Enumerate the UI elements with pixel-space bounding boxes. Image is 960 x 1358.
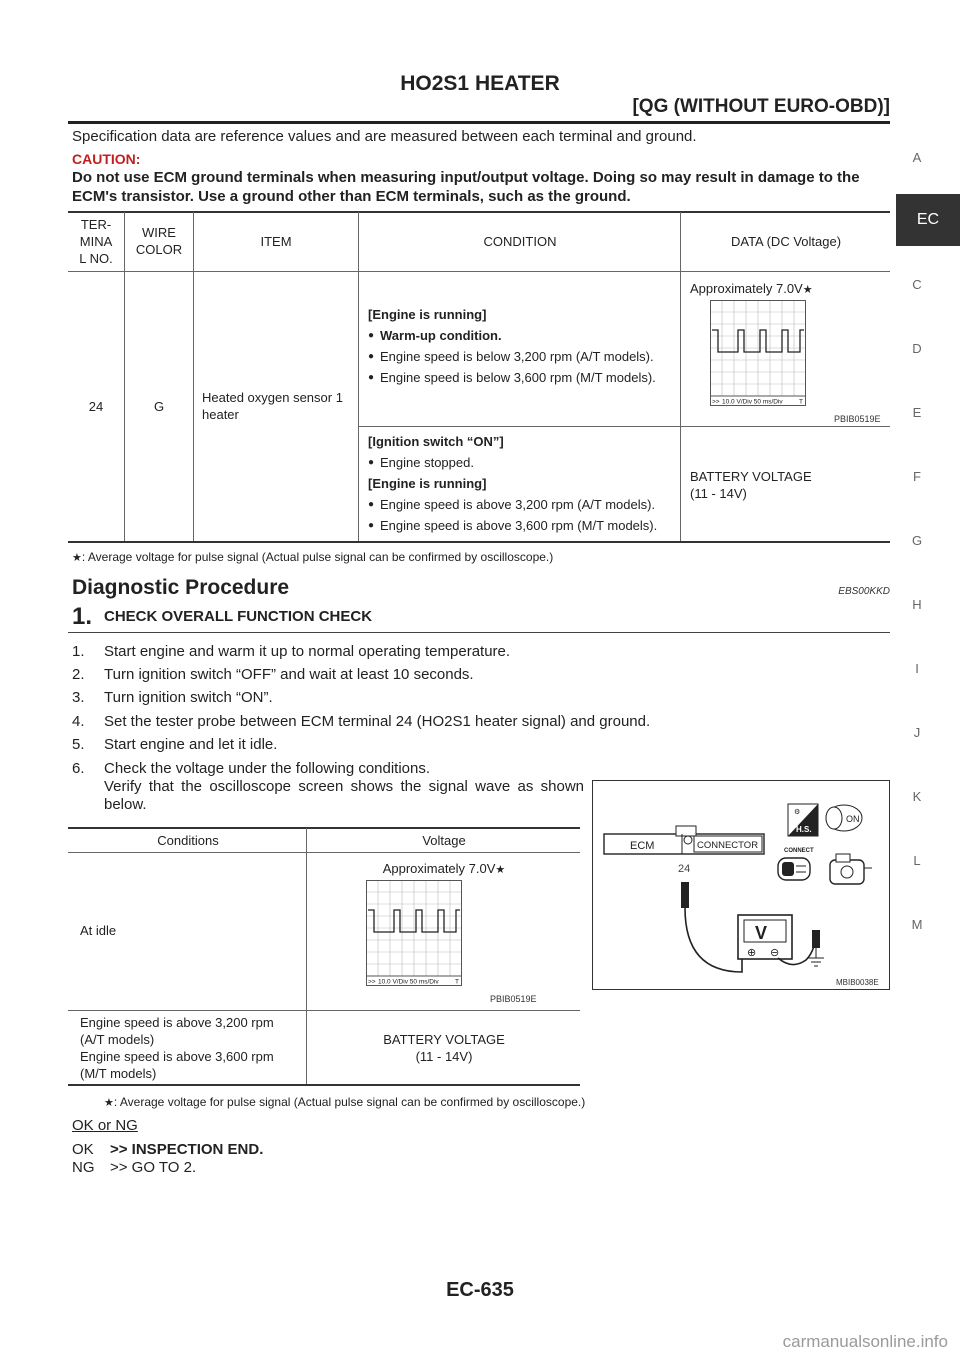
oscilloscope-waveform-2 xyxy=(366,880,462,986)
terminal-number: 24 xyxy=(678,863,691,875)
cell-item: Heated oxygen sensor 1 heater xyxy=(202,390,343,422)
side-index-ec-active[interactable]: EC xyxy=(896,194,960,246)
figure-caption-3: MBIB0038E xyxy=(836,978,879,987)
cell-at-idle: At idle xyxy=(80,923,117,938)
table1-footnote: ★: Average voltage for pulse signal (Actual pulse signal can be confirmed by oscilloscope.) xyxy=(72,550,554,564)
intro-text: Specification data are reference values and are measured between each terminal and ground. xyxy=(72,128,697,145)
side-index-m[interactable]: M xyxy=(911,917,923,932)
section-title: Diagnostic Procedure xyxy=(72,576,290,599)
svg-text:H.S.: H.S. xyxy=(796,825,812,834)
figure-caption-2: PBIB0519E xyxy=(490,994,537,1004)
minus-icon: ⊖ xyxy=(770,947,780,959)
procedure-step-5: 5. Start engine and let it idle. xyxy=(72,736,278,753)
side-index-g[interactable]: G xyxy=(911,533,923,548)
cell-voltage-idle: Approximately 7.0V★ xyxy=(382,861,506,876)
page-title: HO2S1 HEATER xyxy=(400,72,560,95)
result-ng: NG >> GO TO 2. xyxy=(72,1159,197,1176)
side-index-k[interactable]: K xyxy=(912,789,922,804)
side-index-h[interactable]: H xyxy=(912,597,922,612)
svg-text:ECM: ECM xyxy=(630,840,655,852)
svg-text:10.0 V/Div 50 ms/Div: 10.0 V/Div 50 ms/Div xyxy=(378,978,439,986)
cell-condition-2: [Ignition switch “ON”] ● Engine stopped. [Engine is running] ● Engine speed is above 3,200 rpm (A/T models). ● Engine speed is above 3,600 rpm (M/T models). xyxy=(368,433,678,538)
svg-text:ON: ON xyxy=(846,814,860,824)
table2-footnote: ★: Average voltage for pulse signal (Actual pulse signal can be confirmed by oscilloscope.) xyxy=(104,1095,586,1109)
cell-battery-voltage: BATTERY VOLTAGE (11 - 14V) xyxy=(383,1032,505,1064)
header-conditions: Conditions xyxy=(157,833,219,848)
scope-scale-label: 10.0 V/Div 50 ms/Div xyxy=(722,398,783,406)
svg-text:T: T xyxy=(799,398,803,406)
side-index-c[interactable]: C xyxy=(912,277,922,292)
header-condition: CONDITION xyxy=(483,234,557,249)
svg-text:>>: >> xyxy=(712,398,720,406)
page-number: EC-635 xyxy=(446,1279,514,1301)
side-index-e[interactable]: E xyxy=(912,405,922,420)
table-bottom-rule xyxy=(68,541,890,543)
result-heading: OK or NG xyxy=(72,1117,138,1134)
procedure-step-6-detail: Verify that the oscilloscope screen shows the signal wave as shown below. xyxy=(104,778,584,813)
procedure-step-4: 4. Set the tester probe between ECM terminal 24 (HO2S1 heater signal) and ground. xyxy=(72,713,651,730)
cell-engine-speed-conditions: Engine speed is above 3,200 rpm (A/T models) Engine speed is above 3,600 rpm (M/T models) xyxy=(80,1015,274,1081)
table-row-divider xyxy=(358,426,890,427)
ignition-key-icon xyxy=(826,805,862,831)
side-index-d[interactable]: D xyxy=(912,341,922,356)
step-title: CHECK OVERALL FUNCTION CHECK xyxy=(104,608,373,625)
cell-condition-1: [Engine is running] ● Warm-up condition. ● Engine speed is below 3,200 rpm (A/T models). ● Engine speed is below 3,600 rpm (M/T models). xyxy=(368,306,678,390)
page-subtitle: [QG (WITHOUT EURO-OBD)] xyxy=(632,96,890,117)
plus-icon: ⊕ xyxy=(747,947,757,959)
svg-text:V: V xyxy=(755,923,768,943)
svg-text:>>: >> xyxy=(368,978,376,986)
step-number: 1. xyxy=(72,603,93,630)
procedure-step-2: 2. Turn ignition switch “OFF” and wait at least 10 seconds. xyxy=(72,666,474,683)
caution-label: CAUTION: xyxy=(72,151,141,167)
svg-text:CONNECTOR: CONNECTOR xyxy=(697,840,759,851)
side-index-j[interactable]: J xyxy=(913,725,921,740)
svg-text:T: T xyxy=(455,978,459,986)
procedure-step-3: 3. Turn ignition switch “ON”. xyxy=(72,689,273,706)
result-ok: OK >> INSPECTION END. xyxy=(72,1141,264,1158)
header-data: DATA (DC Voltage) xyxy=(730,234,842,249)
header-rule xyxy=(68,121,890,124)
caution-text: Do not use ECM ground terminals when measuring input/output voltage. Doing so may result in damage to the ECM's transistor. Use a ground other than ECM terminals, such as the ground. xyxy=(72,169,860,205)
cell-wire-color: G xyxy=(153,399,165,414)
side-index-a[interactable]: A xyxy=(912,150,922,165)
table-top-rule xyxy=(68,211,890,213)
side-index-f[interactable]: F xyxy=(913,469,921,484)
side-index-i[interactable]: I xyxy=(915,661,919,676)
watermark-text: carmanualsonline.info xyxy=(782,1332,948,1351)
header-voltage: Voltage xyxy=(422,833,466,848)
procedure-step-6: 6. Check the voltage under the following conditions. xyxy=(72,760,431,777)
hs-connector-icon xyxy=(788,804,818,836)
probe-connection-diagram xyxy=(592,780,890,990)
table-header-rule xyxy=(68,271,890,272)
star-icon: ★ xyxy=(72,552,82,564)
oscilloscope-waveform-1 xyxy=(710,300,806,406)
cell-terminal: 24 xyxy=(88,399,104,414)
star-icon: ★ xyxy=(802,284,813,296)
header-item: ITEM xyxy=(260,234,292,249)
star-icon: ★ xyxy=(495,864,506,876)
figure-caption-1: PBIB0519E xyxy=(834,414,881,424)
section-code: EBS00KKD xyxy=(838,586,890,597)
connect-label: CONNECT xyxy=(784,848,814,854)
cell-data-1: Approximately 7.0V★ xyxy=(690,281,813,296)
header-wire-color: WIRE COLOR xyxy=(135,225,183,257)
cell-data-2: BATTERY VOLTAGE (11 - 14V) xyxy=(690,469,812,501)
side-index-l[interactable]: L xyxy=(913,853,921,868)
svg-text:⚙: ⚙ xyxy=(794,809,801,816)
connect-plug-icon xyxy=(778,858,810,880)
procedure-step-1: 1. Start engine and warm it up to normal operating temperature. xyxy=(72,643,511,660)
header-terminal: TER- MINA L NO. xyxy=(79,217,113,266)
star-icon: ★ xyxy=(104,1097,114,1109)
